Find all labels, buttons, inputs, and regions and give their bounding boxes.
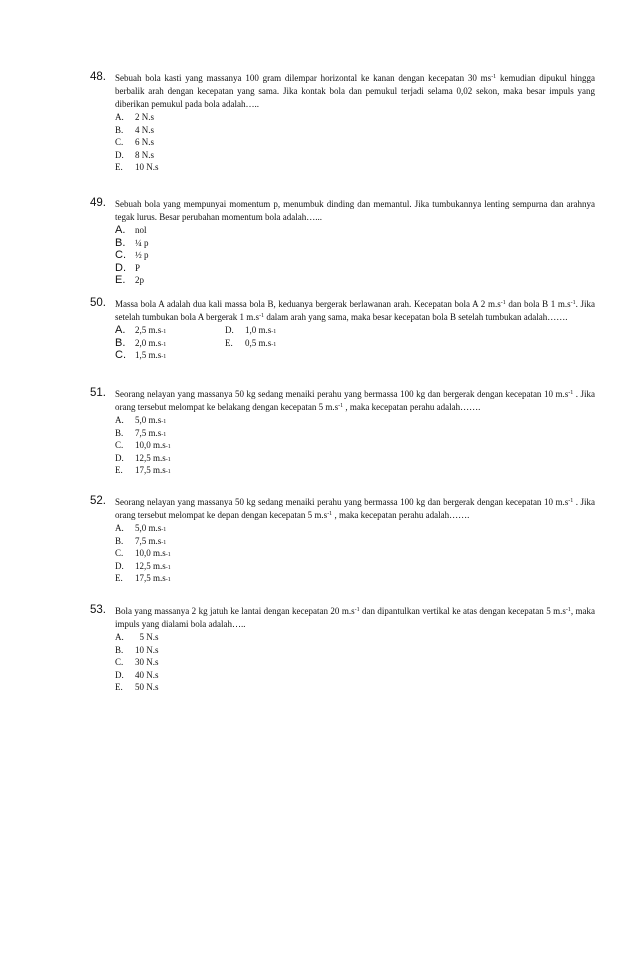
option-a: A. 5,0 m.s -1 [115,523,167,533]
question-52 [90,496,595,585]
option-c: C. 6 N.s [115,137,155,147]
question-53 [90,605,595,694]
question-text: Massa bola A adalah dua kali massa bola B, keduanya bergerak berlawanan arah. Kecepatan bola A 2 $m.s^{-1}$ dan bola B 1 $m.s^{-1}$. Jika setelah tumbukan bola A bergerak 1 $m.s^{-1}$ dalam arah yang sama, maka besar kecepatan bola B setelah tumbukan adalah……. [115,299,595,322]
question-number: 53. [90,604,106,616]
option-d: D. P [115,261,141,274]
question-51 [90,388,595,477]
question-text: Seorang nelayan yang massanya 50 kg sedang menaiki perahu yang bermassa 100 kg dan bergerak dengan kecepatan 10 $m.s^{-1}$ . Jika orang tersebut melompat ke belakang dengan kecepatan 5 $m.s^{-1}$ , maka kecepatan perahu adalah……. [115,389,595,412]
question-number: 50. [90,297,106,309]
option-list [115,224,595,287]
question-text: Sebuah bola yang mempunyai momentum p, menumbuk dinding dan memantul. Jika tumbukannya lenting sempurna dan arahnya tegak lurus. Besar perubahan momentum bola adalah…... [115,199,595,222]
option-list [115,324,595,362]
option-d: D. 8 N.s [115,149,155,160]
option-d: D. 1,0 m.s -1 [225,325,277,335]
question-text: Bola yang massanya 2 kg jatuh ke lantai dengan kecepatan 20 $m.s^{-1}$ dan dipantulkan vertikal ke atas dengan kecepatan 5 $m.s^{-1}$, maka impuls yang dialami bola adalah….. [115,606,595,629]
option-e: E. 17,5 m.s -1 [115,573,171,583]
option-e: E. 50 N.s [115,682,159,692]
option-b: B. 7,5 m.s -1 [115,535,167,546]
question-number: 52. [90,495,106,507]
option-a: A. nol [115,224,147,236]
option-list [115,111,595,174]
option-e: E. 17,5 m.s -1 [115,465,171,475]
option-b: B. ¼ p [115,236,149,249]
option-list [115,414,595,477]
question-50 [90,298,595,362]
option-b: B. 10 N.s [115,644,159,655]
option-list [115,522,595,585]
option-b: B. 2,0 m.s -1 [115,336,167,349]
option-a: A. 5 N.s [115,632,159,642]
option-c: C. 10,0 m.s -1 [115,440,171,450]
question-text: Seorang nelayan yang massanya 50 kg sedang menaiki perahu yang bermassa 100 kg dan bergerak dengan kecepatan 10 $m.s^{-1}$ . Jika orang tersebut melompat ke depan dengan kecepatan 5 $m.s^{-1}$ , maka kecepatan perahu adalah……. [115,497,595,520]
question-48 [90,72,595,174]
option-e: E. 10 N.s [115,162,159,172]
option-list [115,631,595,694]
option-a: A. 2,5 m.s -1 [115,324,167,336]
option-d: D. 12,5 m.s -1 [115,452,171,463]
question-text: Sebuah bola kasti yang massanya 100 gram dilempar horizontal ke kanan dengan kecepatan 30 $ms^{-1}$ kemudian dipukul hingga berbalik arah dengan kecepatan yang sama. Jika kontak bola dan pemukul terjadi selama 0,02 sekon, maka besar impuls yang diberikan pemukul pada bola adalah….. [115,73,595,109]
option-c: C. 30 N.s [115,657,159,667]
question-number: 49. [90,197,106,209]
option-d: D. 12,5 m.s -1 [115,560,171,571]
question-49 [90,198,595,287]
option-d: D. 40 N.s [115,669,159,680]
option-b: B. 4 N.s [115,124,155,135]
option-c: C. ½ p [115,249,149,261]
option-c: C. 10,0 m.s -1 [115,548,171,558]
question-number: 51. [90,387,106,399]
option-b: B. 7,5 m.s -1 [115,427,167,438]
option-c: C. 1,5 m.s -1 [115,349,167,361]
option-e: E. 0,5 m.s -1 [225,337,277,348]
option-e: E. 2p [115,274,144,286]
option-a: A. 5,0 m.s -1 [115,415,167,425]
option-a: A. 2 N.s [115,112,155,122]
question-number: 48. [90,71,106,83]
